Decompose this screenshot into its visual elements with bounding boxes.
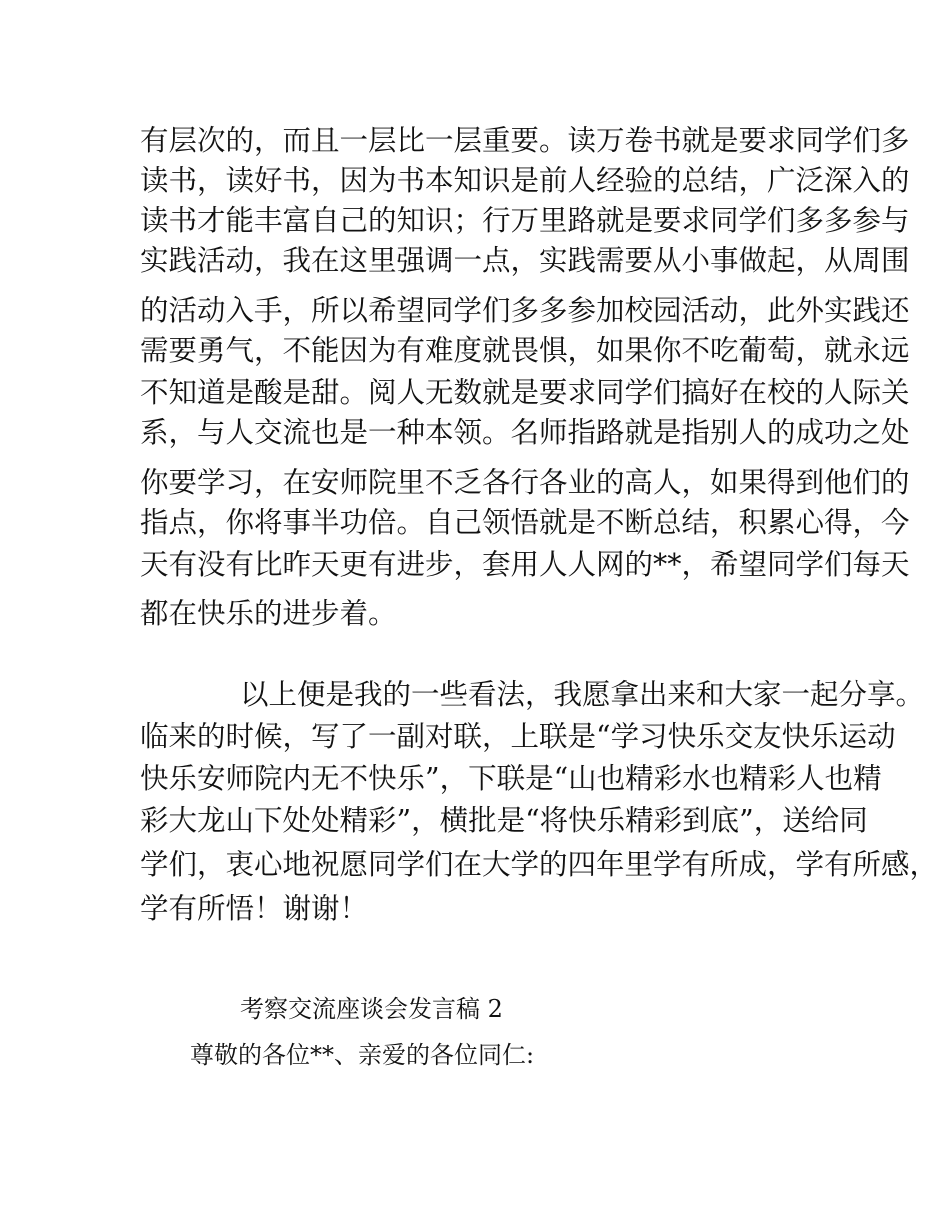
paragraph2-line-4: 彩大龙山下处处精彩”，横批是“将快乐精彩到底”，送给同: [140, 804, 868, 837]
paragraph1-line-7: 不知道是酸是甜。阅人无数就是要求同学们搞好在校的人际关: [140, 376, 910, 409]
paragraph2-line-1: 以上便是我的一些看法，我愿拿出来和大家一起分享。: [240, 678, 925, 711]
paragraph1-line-9: 你要学习，在安师院里不乏各行各业的高人，如果得到他们的: [140, 466, 910, 499]
paragraph1-line-11: 天有没有比昨天更有进步，套用人人网的**，希望同学们每天: [140, 548, 910, 581]
section-title: 考察交流座谈会发言稿 2: [240, 995, 503, 1023]
paragraph1-line-10: 指点，你将事半功倍。自己领悟就是不断总结，积累心得，今: [140, 506, 910, 539]
paragraph2-line-6: 学有所悟！谢谢！: [140, 892, 369, 925]
paragraph1-line-3: 读书才能丰富自己的知识；行万里路就是要求同学们多多参与: [140, 204, 910, 237]
paragraph1-line-12: 都在快乐的进步着。: [140, 597, 397, 630]
paragraph1-line-8: 系，与人交流也是一种本领。名师指路就是指别人的成功之处: [140, 416, 910, 449]
paragraph1-line-4: 实践活动，我在这里强调一点，实践需要从小事做起，从周围: [140, 244, 910, 277]
paragraph2-line-3: 快乐安师院内无不快乐”，下联是“山也精彩水也精彩人也精: [140, 762, 882, 795]
paragraph2-line-5: 学们，衷心地祝愿同学们在大学的四年里学有所成，学有所感，: [140, 848, 939, 881]
paragraph2-line-2: 临来的时候，写了一副对联，上联是“学习快乐交友快乐运动: [140, 720, 896, 753]
paragraph1-line-5: 的活动入手，所以希望同学们多多参加校园活动，此外实践还: [140, 294, 910, 327]
paragraph1-line-1: 有层次的，而且一层比一层重要。读万卷书就是要求同学们多: [140, 124, 910, 157]
paragraph1-line-2: 读书，读好书，因为书本知识是前人经验的总结，广泛深入的: [140, 164, 910, 197]
salutation: 尊敬的各位**、亲爱的各位同仁:: [190, 1041, 535, 1069]
paragraph1-line-6: 需要勇气，不能因为有难度就畏惧，如果你不吃葡萄，就永远: [140, 334, 910, 367]
